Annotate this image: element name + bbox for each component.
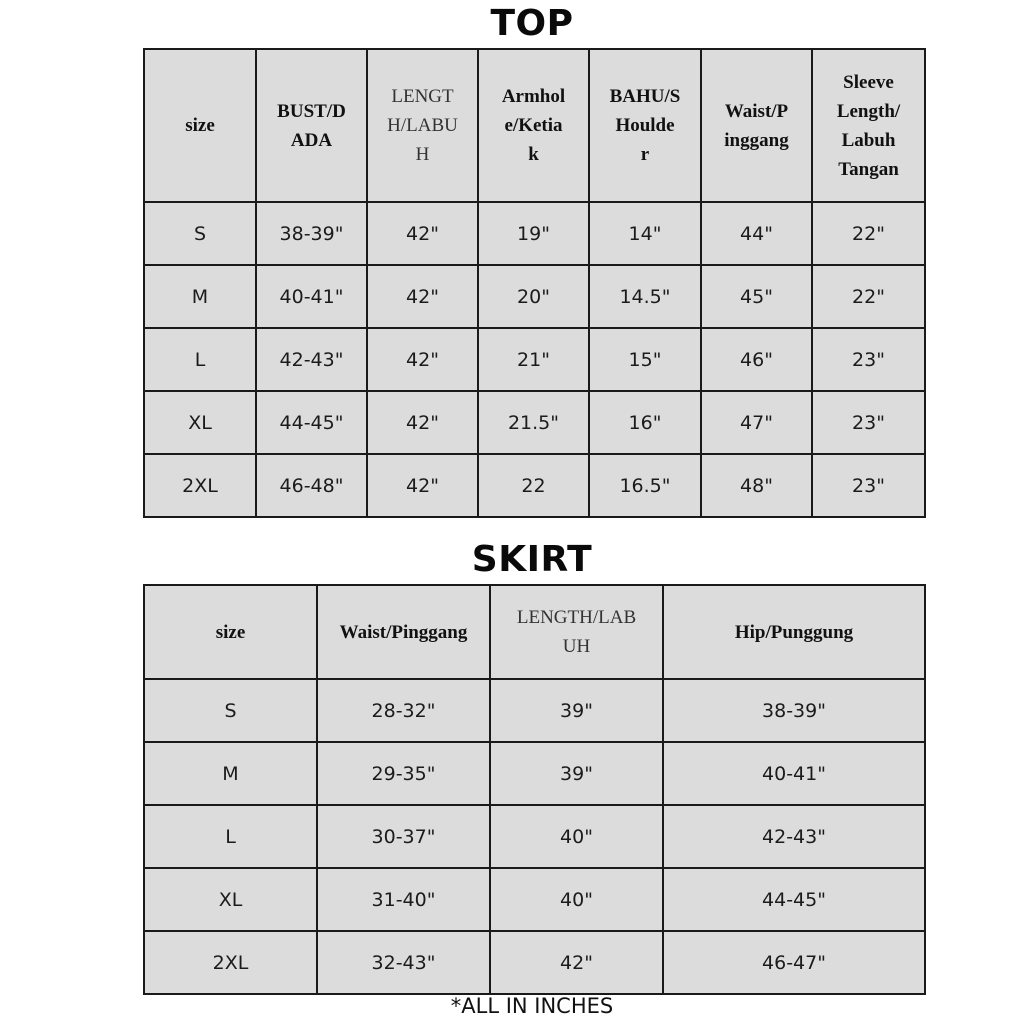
- table-cell: 2XL: [144, 454, 256, 517]
- table-cell: 23": [812, 391, 925, 454]
- table-cell: 46": [701, 328, 812, 391]
- header-cell-waist: Waist/Pinggang: [317, 585, 490, 679]
- table-cell: 44-45": [663, 868, 925, 931]
- top-section-title: TOP: [490, 3, 574, 44]
- table-cell: 46-48": [256, 454, 367, 517]
- table-row: [144, 742, 925, 805]
- table-cell: 21.5": [478, 391, 589, 454]
- table-cell: 22: [478, 454, 589, 517]
- table-cell: XL: [144, 868, 317, 931]
- top-size-table: [143, 48, 926, 518]
- table-cell: 14.5": [589, 265, 701, 328]
- table-row: [144, 805, 925, 868]
- table-cell: 42": [367, 265, 478, 328]
- table-cell: 39": [490, 679, 663, 742]
- table-cell: 40-41": [256, 265, 367, 328]
- table-cell: 42": [367, 328, 478, 391]
- table-cell: 45": [701, 265, 812, 328]
- units-footnote: *ALL IN INCHES: [450, 994, 614, 1018]
- table-row: [144, 931, 925, 994]
- table-header-row: [144, 49, 925, 202]
- header-cell-waist: Waist/P inggang: [701, 49, 812, 202]
- table-cell: 20": [478, 265, 589, 328]
- table-cell: M: [144, 265, 256, 328]
- table-cell: 21": [478, 328, 589, 391]
- table-cell: 31-40": [317, 868, 490, 931]
- table-cell: 42-43": [256, 328, 367, 391]
- table-cell: L: [144, 328, 256, 391]
- table-cell: 46-47": [663, 931, 925, 994]
- table-cell: 42": [490, 931, 663, 994]
- table-cell: 23": [812, 328, 925, 391]
- table-cell: 2XL: [144, 931, 317, 994]
- table-cell: XL: [144, 391, 256, 454]
- table-row: [144, 391, 925, 454]
- table-cell: 22": [812, 265, 925, 328]
- skirt-size-table: [143, 584, 926, 995]
- table-cell: 19": [478, 202, 589, 265]
- table-cell: 40": [490, 868, 663, 931]
- table-cell: 42": [367, 454, 478, 517]
- table-cell: 48": [701, 454, 812, 517]
- table-cell: 39": [490, 742, 663, 805]
- table-cell: 38-39": [256, 202, 367, 265]
- table-cell: 29-35": [317, 742, 490, 805]
- table-cell: S: [144, 202, 256, 265]
- header-cell-length: LENGT H/LABU H: [367, 49, 478, 202]
- table-header-row: [144, 585, 925, 679]
- table-cell: 32-43": [317, 931, 490, 994]
- table-row: [144, 454, 925, 517]
- table-cell: 44-45": [256, 391, 367, 454]
- table-cell: 28-32": [317, 679, 490, 742]
- header-cell-size: size: [144, 585, 317, 679]
- table-cell: 47": [701, 391, 812, 454]
- table-cell: 16": [589, 391, 701, 454]
- table-row: [144, 202, 925, 265]
- table-cell: 22": [812, 202, 925, 265]
- table-cell: 42": [367, 391, 478, 454]
- table-row: [144, 328, 925, 391]
- header-cell-armhole: Armhol e/Ketia k: [478, 49, 589, 202]
- table-cell: 23": [812, 454, 925, 517]
- table-cell: 42": [367, 202, 478, 265]
- table-row: [144, 868, 925, 931]
- table-cell: L: [144, 805, 317, 868]
- skirt-section-title: SKIRT: [471, 539, 593, 580]
- table-cell: 14": [589, 202, 701, 265]
- table-cell: 30-37": [317, 805, 490, 868]
- table-row: [144, 679, 925, 742]
- table-cell: M: [144, 742, 317, 805]
- table-cell: 40-41": [663, 742, 925, 805]
- table-cell: 44": [701, 202, 812, 265]
- table-cell: 38-39": [663, 679, 925, 742]
- header-cell-size: size: [144, 49, 256, 202]
- header-cell-shoulder: BAHU/S Houlde r: [589, 49, 701, 202]
- header-cell-bust: BUST/D ADA: [256, 49, 367, 202]
- table-row: [144, 265, 925, 328]
- table-cell: 16.5": [589, 454, 701, 517]
- header-cell-hip: Hip/Punggung: [663, 585, 925, 679]
- table-cell: 40": [490, 805, 663, 868]
- table-cell: S: [144, 679, 317, 742]
- header-cell-sleeve-length: Sleeve Length/ Labuh Tangan: [812, 49, 925, 202]
- table-cell: 42-43": [663, 805, 925, 868]
- table-cell: 15": [589, 328, 701, 391]
- header-cell-length: LENGTH/LAB UH: [490, 585, 663, 679]
